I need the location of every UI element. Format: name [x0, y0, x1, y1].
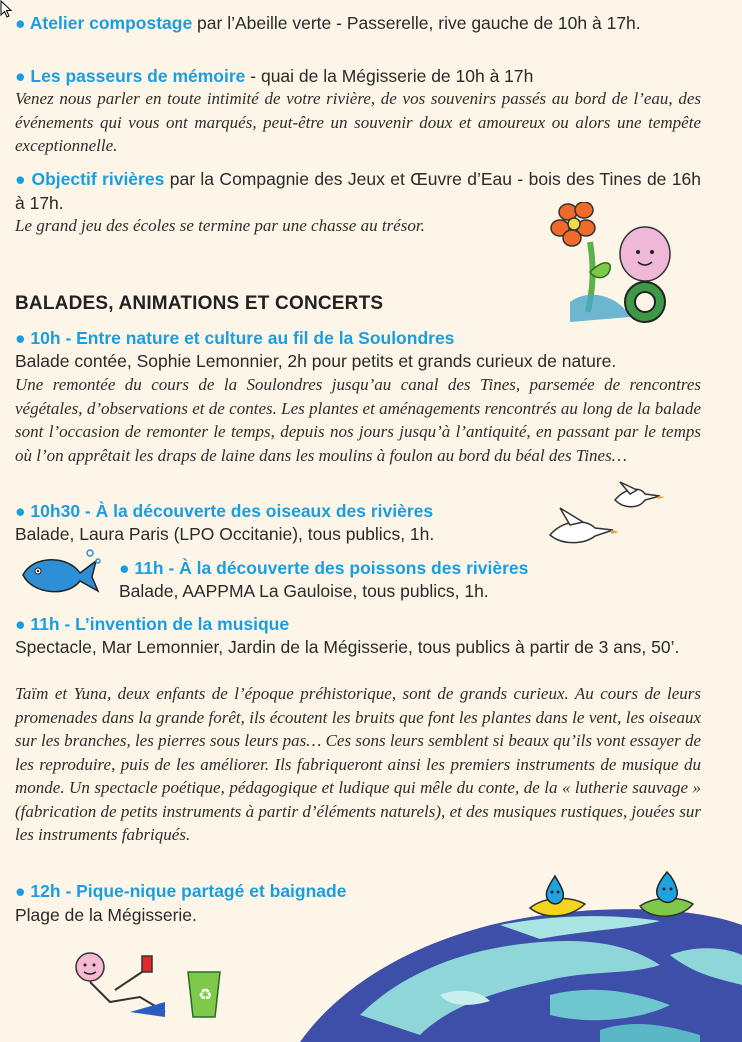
- event-description-musique: Taïm et Yuna, deux enfants de l’époque préhistorique, sont de grands curieux. Au cours de leurs promenades dans la grande forêt, ils écoutent les bruits que font les plantes dans le vent, les oiseaux sur les branches, les pierres sous leurs pas… Ces sons leurs semblent si beaux qu’ils vont essayer de les reproduire, puis de les améliorer. Ils fabriqueront ainsi les premiers instruments de musique du monde. Un spectacle poétique, pédagogique et ludique qui mêle du conte, de la « lutherie sauvage » (fabrication de petits instruments à partir d’éléments naturels), et des musiques rustiques, jouées sur les instruments fabriqués.: [15, 684, 701, 844]
- passeurs-details: - quai de la Mégisserie de 10h à 17h: [245, 66, 534, 86]
- recycling-child-illustration: [70, 942, 230, 1032]
- objectif-description: Le grand jeu des écoles se termine par une chasse au trésor.: [15, 216, 425, 235]
- svg-text:♻: ♻: [198, 985, 213, 1004]
- event-title-piquenique: ● 12h - Pique-nique partagé et baignade: [15, 881, 347, 901]
- section-title: BALADES, ANIMATIONS ET CONCERTS: [15, 293, 384, 314]
- event-description-soulondres: Une remontée du cours de la Soulondres jusqu’au canal des Tines, parsemée de rencontres végétales, d’observations et de contes. Les plantes et aménagements rencontrés au long de la balade sont l’occasion de remonter le temps, depuis nos jours jusqu’à l’antiquité, en passant par le temps où l’on apprêtait les draps de laine dans les moulins à foulon au bord du béal des Tines…: [15, 375, 701, 465]
- event-info-oiseaux: Balade, Laura Paris (LPO Occitanie), tous publics, 1h.: [15, 524, 435, 544]
- passeurs-memoire-item: [15, 64, 701, 88]
- event-title-musique: ● 11h - L’invention de la musique: [15, 614, 290, 634]
- event-info-soulondres: Balade contée, Sophie Lemonnier, 2h pour petits et grands curieux de nature.: [15, 351, 617, 371]
- event-info-musique: Spectacle, Mar Lemonnier, Jardin de la Mégisserie, tous publics à partir de 3 ans, 50’.: [15, 637, 680, 657]
- atelier-title: ● Atelier compostage: [15, 13, 193, 33]
- passeurs-title: ● Les passeurs de mémoire: [15, 66, 246, 86]
- objectif-title: ● Objectif rivières: [15, 169, 165, 189]
- event-info-poissons: Balade, AAPPMA La Gauloise, tous publics, 1h.: [119, 581, 489, 601]
- atelier-details: par l’Abeille verte - Passerelle, rive gauche de 10h à 17h.: [192, 13, 641, 33]
- event-title-soulondres: ● 10h - Entre nature et culture au fil de la Soulondres: [15, 328, 455, 348]
- passeurs-description: Venez nous parler en toute intimité de votre rivière, de vos souvenirs passés au bord de l’eau, des événements qui vous ont marqués, peut-être un souvenir doux et amoureux ou alors une tempête exceptionnelle.: [15, 89, 701, 155]
- atelier-compostage-item: [15, 11, 701, 35]
- event-info-piquenique: Plage de la Mégisserie.: [15, 905, 197, 925]
- mouse-cursor-icon: [0, 0, 14, 20]
- objectif-details: par la Compagnie des Jeux et Œuvre d’Eau - bois des Tines de 16h à 17h.: [15, 169, 701, 213]
- event-title-oiseaux: ● 10h30 - À la découverte des oiseaux des rivières: [15, 501, 434, 521]
- fish-illustration: [18, 547, 103, 602]
- objectif-rivieres-item: [15, 167, 701, 215]
- event-title-poissons: ● 11h - À la découverte des poissons des rivières: [119, 558, 529, 578]
